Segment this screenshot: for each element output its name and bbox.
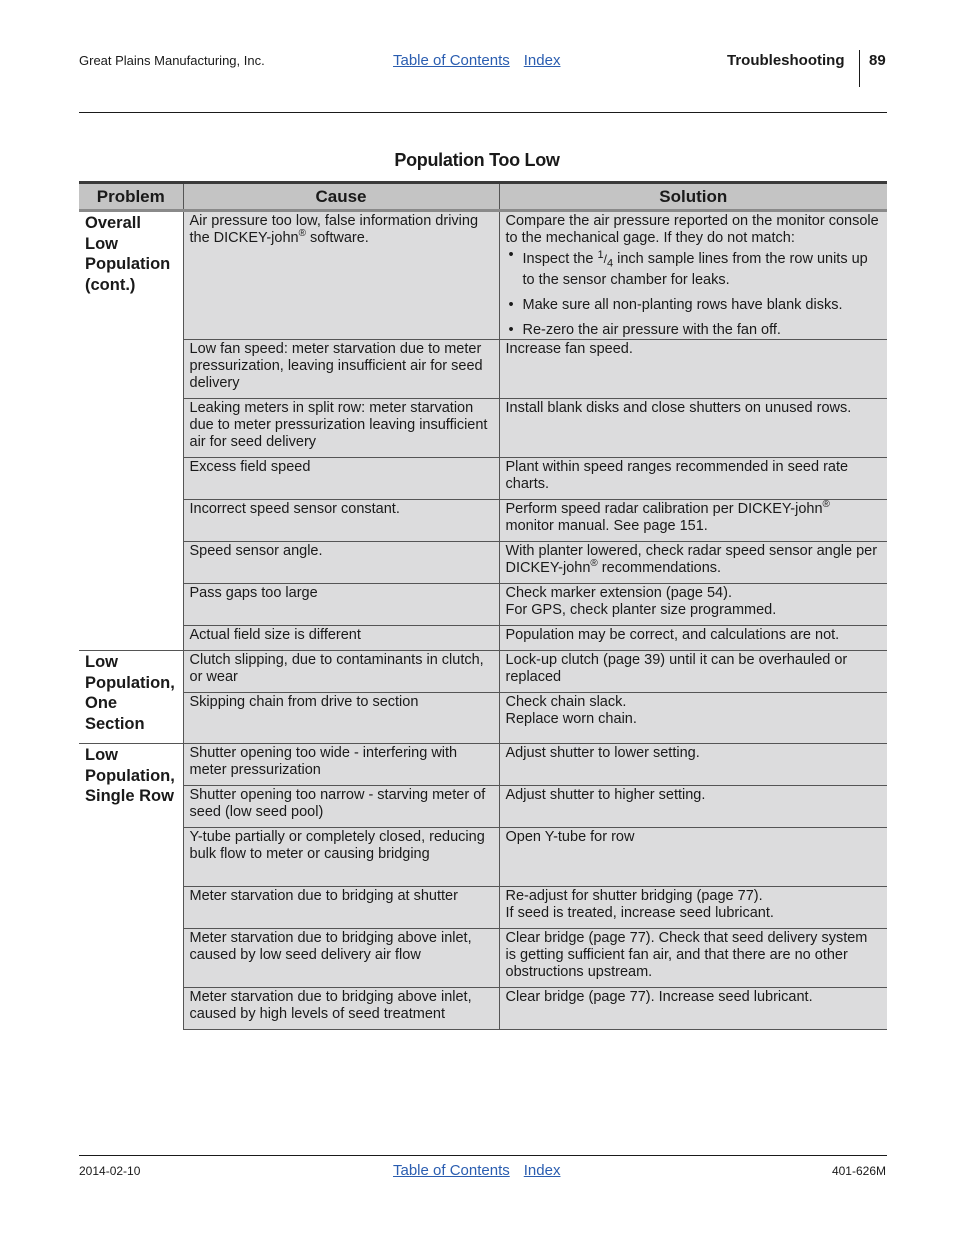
- header-divider: [859, 50, 860, 87]
- solution-cell: Lock-up clutch (page 39) until it can be overhauled or replaced: [499, 651, 887, 693]
- solution-cell: Install blank disks and close shutters on unused rows.: [499, 399, 887, 458]
- solution-cell: Re-adjust for shutter bridging (page 77). If seed is treated, increase seed lubricant.: [499, 887, 887, 929]
- cause-cell: Meter starvation due to bridging above inlet, caused by high levels of seed treatment: [183, 988, 499, 1030]
- solution-bullet: • Re-zero the air pressure with the fan off.: [506, 322, 882, 339]
- solution-cell: Open Y-tube for row: [499, 828, 887, 887]
- solution-bullet-list: [506, 247, 882, 339]
- table-row: [79, 887, 887, 929]
- problem-cell: Overall Low Population (cont.): [79, 211, 183, 651]
- solution-cell: Clear bridge (page 77). Check that seed delivery system is getting sufficient fan air, and that there are no other obstructions upstream.: [499, 929, 887, 988]
- solution-cell: Population may be correct, and calculations are not.: [499, 626, 887, 651]
- footer-date: 2014-02-10: [79, 1164, 141, 1178]
- troubleshooting-table: [79, 181, 887, 1030]
- table-row: [79, 584, 887, 626]
- solution-cell: Increase fan speed.: [499, 340, 887, 399]
- cause-cell: Y-tube partially or completely closed, reducing bulk flow to meter or causing bridging: [183, 828, 499, 887]
- solution-text-radar-angle: With planter lowered, check radar speed sensor angle per DICKEY-john® recommendations.: [505, 543, 878, 577]
- cause-cell: Meter starvation due to bridging at shutter: [183, 887, 499, 929]
- table-header-row: [79, 183, 887, 211]
- cause-cell: [183, 211, 499, 340]
- footer-nav: [393, 1162, 574, 1179]
- problem-cell: Low Population, One Section: [79, 651, 183, 744]
- cause-cell: Speed sensor angle.: [183, 542, 499, 584]
- header-rule: [79, 112, 887, 113]
- table-row: [79, 542, 887, 584]
- solution-cell: Adjust shutter to lower setting.: [499, 744, 887, 786]
- solution-text-radar-calibration: Perform speed radar calibration per DICKEY-john® monitor manual. See page 151.: [505, 499, 830, 535]
- cause-cell: Leaking meters in split row: meter starvation due to meter pressurization leaving insufficient air for seed delivery: [183, 399, 499, 458]
- footer-doc-number: 401-626M: [831, 1164, 886, 1178]
- solution-cell: Check marker extension (page 54). For GPS, check planter size programmed.: [499, 584, 887, 626]
- cause-text-air-pressure: Air pressure too low, false information driving the DICKEY-john® software.: [189, 213, 479, 246]
- table-row: [79, 626, 887, 651]
- header-nav: [393, 52, 574, 69]
- header-toc-link[interactable]: Table of Contents: [393, 52, 510, 69]
- cause-cell: Incorrect speed sensor constant.: [183, 500, 499, 542]
- table-row: [79, 988, 887, 1030]
- section-name: Troubleshooting: [727, 52, 845, 69]
- problem-cell: Low Population, Single Row: [79, 744, 183, 1030]
- cause-cell: Shutter opening too narrow - starving meter of seed (low seed pool): [183, 786, 499, 828]
- page-number: 89: [869, 52, 886, 69]
- solution-cell: [499, 500, 887, 542]
- footer-toc-link[interactable]: Table of Contents: [393, 1162, 510, 1179]
- cause-cell: Skipping chain from drive to section: [183, 693, 499, 744]
- table-row: [79, 744, 887, 786]
- solution-cell: Clear bridge (page 77). Increase seed lubricant.: [499, 988, 887, 1030]
- cause-cell: Actual field size is different: [183, 626, 499, 651]
- page-title: Population Too Low: [394, 150, 560, 170]
- footer-index-link[interactable]: Index: [523, 1162, 561, 1179]
- header-solution: Solution: [499, 183, 887, 211]
- table-row: [79, 399, 887, 458]
- table-row: [79, 786, 887, 828]
- table-row: [79, 340, 887, 399]
- cause-cell: Pass gaps too large: [183, 584, 499, 626]
- header-cause: Cause: [183, 183, 499, 211]
- cause-cell: Clutch slipping, due to contaminants in clutch, or wear: [183, 651, 499, 693]
- table-row: [79, 500, 887, 542]
- solution-cell: Adjust shutter to higher setting.: [499, 786, 887, 828]
- company-name: Great Plains Manufacturing, Inc.: [79, 53, 265, 68]
- table-row: [79, 693, 887, 744]
- header-index-link[interactable]: Index: [523, 52, 561, 69]
- footer-rule: [79, 1155, 887, 1156]
- header-problem: Problem: [79, 183, 183, 211]
- table-row: [79, 651, 887, 693]
- solution-cell: [499, 211, 887, 340]
- table-row: [79, 828, 887, 887]
- cause-cell: Shutter opening too wide - interfering with meter pressurization: [183, 744, 499, 786]
- cause-cell: Excess field speed: [183, 458, 499, 500]
- solution-cell: [499, 542, 887, 584]
- solution-bullet: • Inspect the $^1/_4$ inch sample lines from the row units up to the sensor chamber for leaks.: [506, 247, 882, 289]
- table-row: [79, 211, 887, 340]
- solution-bullet: • Make sure all non-planting rows have blank disks.: [506, 297, 882, 314]
- table-row: [79, 458, 887, 500]
- table-row: [79, 929, 887, 988]
- solution-cell: Check chain slack. Replace worn chain.: [499, 693, 887, 744]
- solution-intro: Compare the air pressure reported on the monitor console to the mechanical gage. If they do not match:: [505, 213, 879, 246]
- cause-cell: Meter starvation due to bridging above inlet, caused by low seed delivery air flow: [183, 929, 499, 988]
- solution-cell: Plant within speed ranges recommended in seed rate charts.: [499, 458, 887, 500]
- cause-cell: Low fan speed: meter starvation due to meter pressurization, leaving insufficient air for seed delivery: [183, 340, 499, 399]
